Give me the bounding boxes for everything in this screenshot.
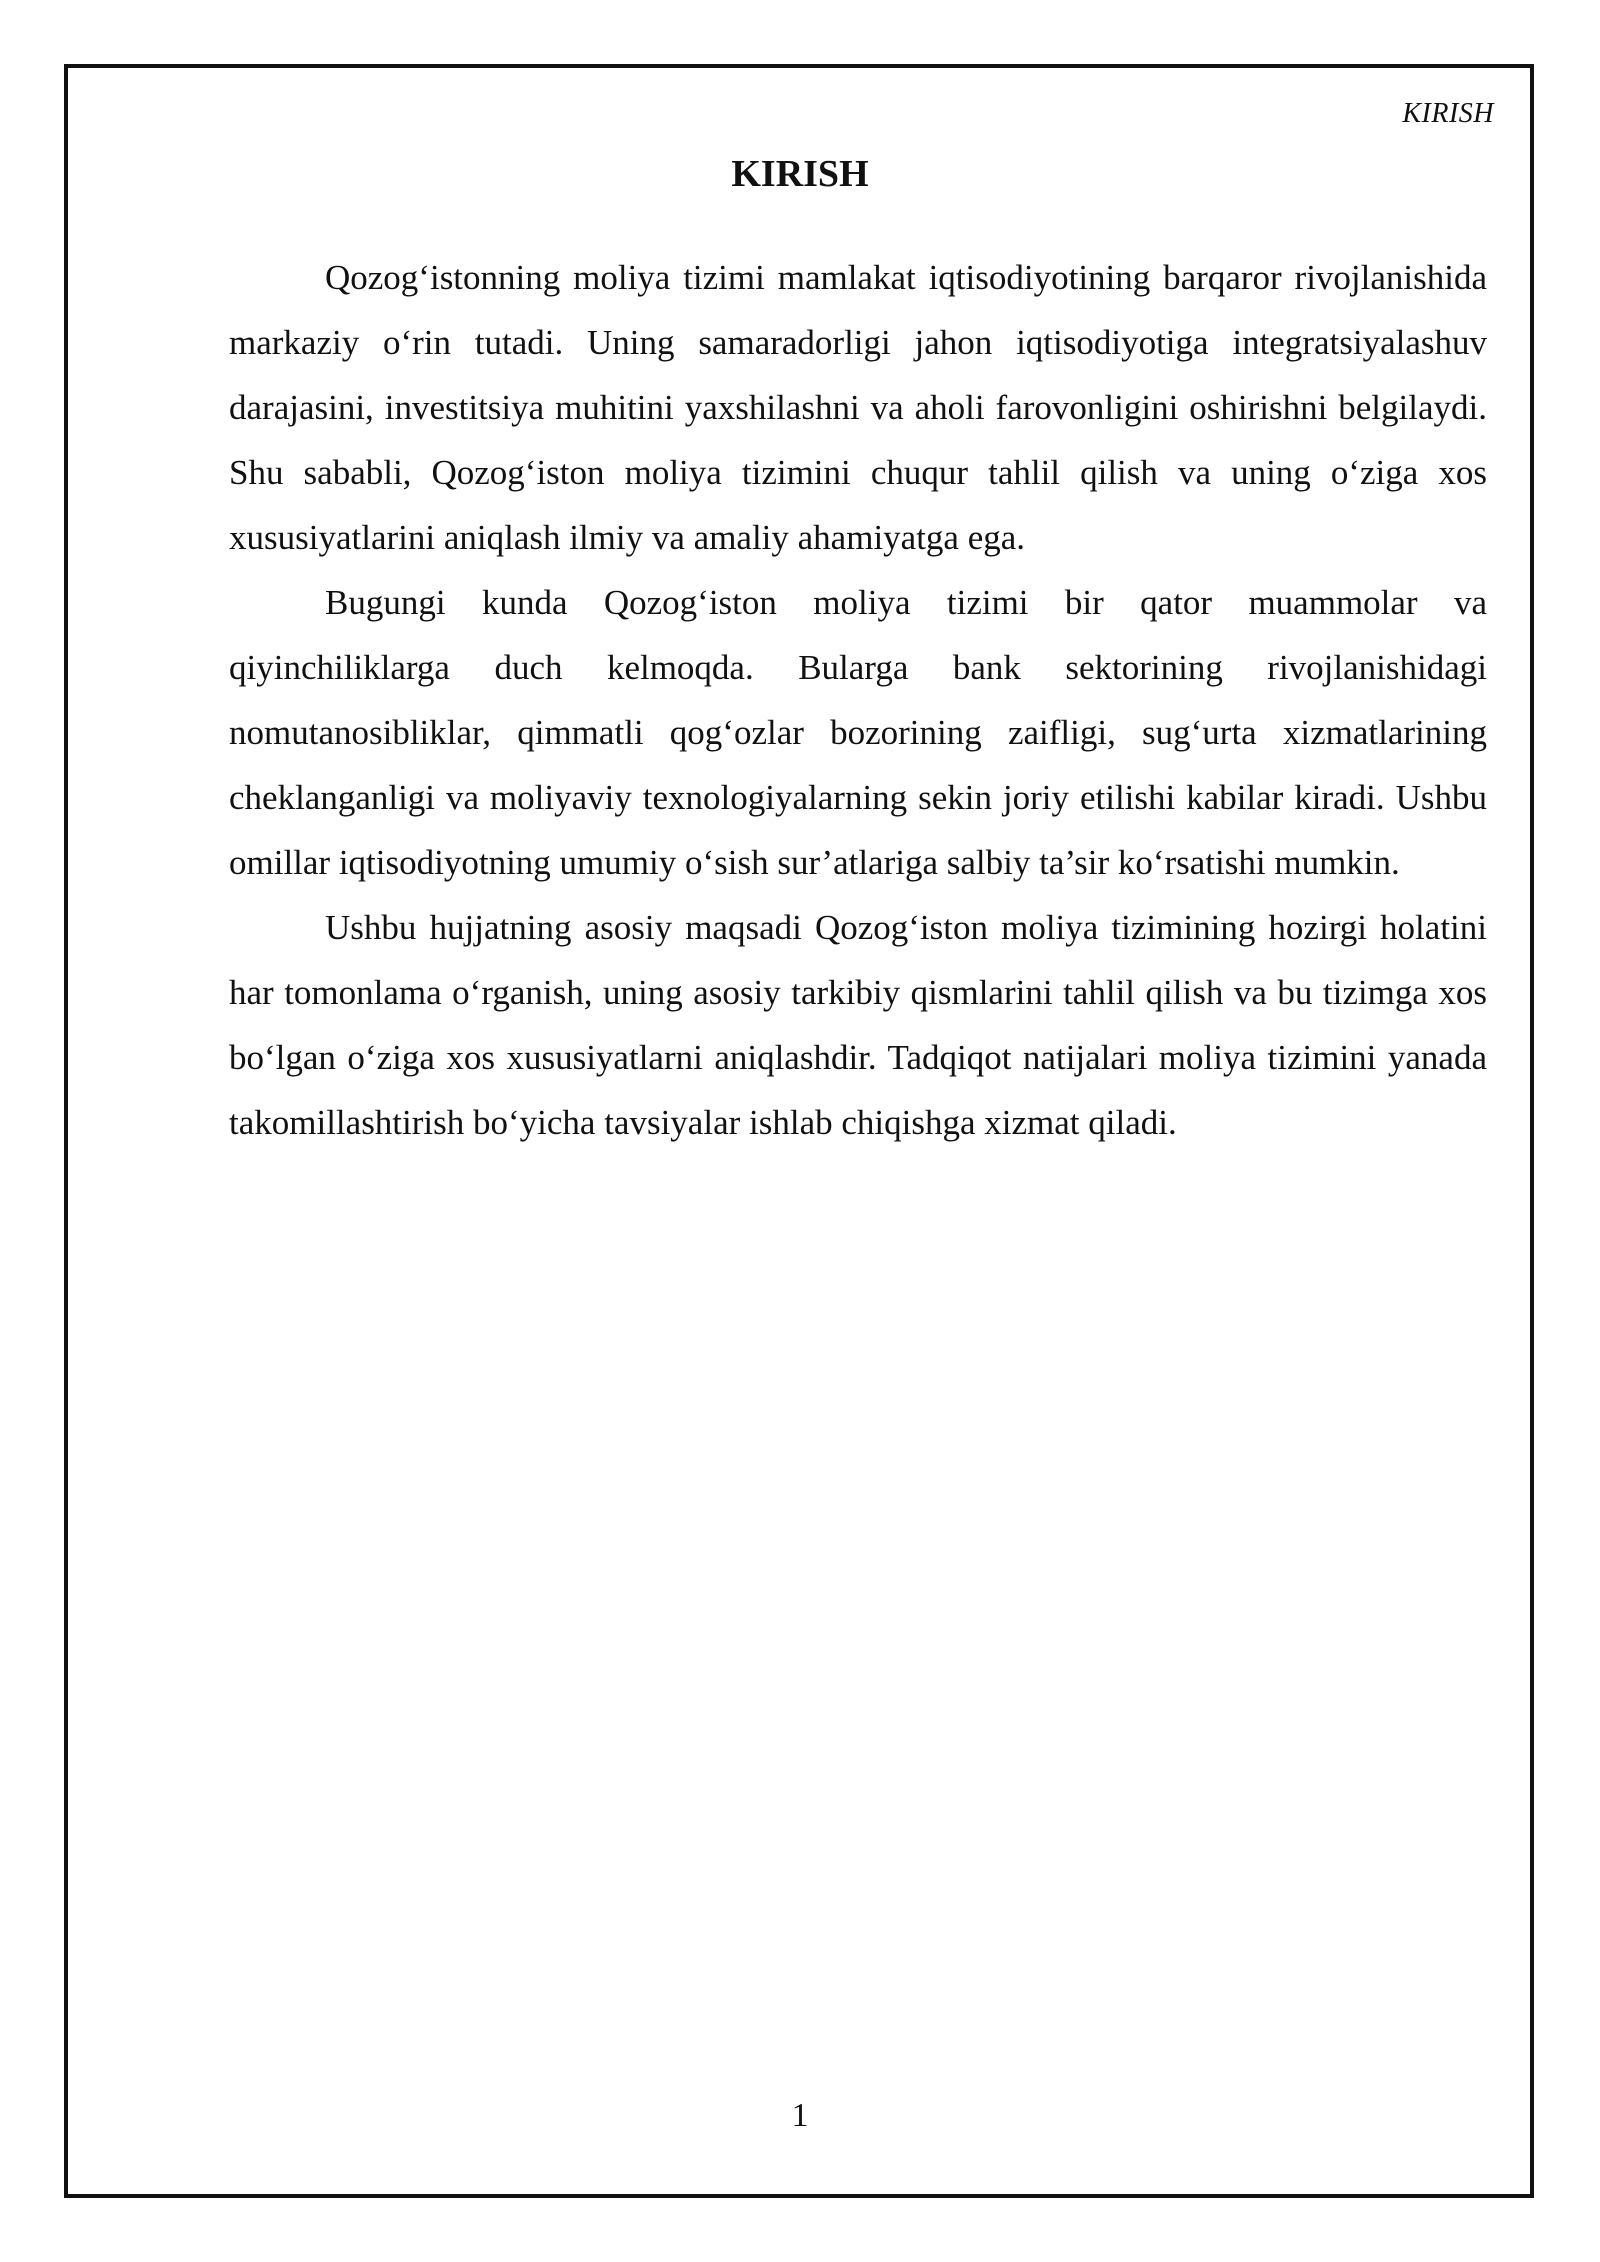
paragraph-2: Bugungi kunda Qozog‘iston moliya tizimi bir qator muammolar va qiyinchiliklarga duch kelmoqda. Bularga bank sektorining rivojlanishidagi nomutanosibliklar, qimmatli qog‘ozlar bozorining zaifligi, sug‘urta xizmatlarining cheklanganligi va moliyaviy texnologiyalarning sekin joriy etilishi kabilar kiradi. Ushbu omillar iqtisodiyotning umumiy o‘sish sur’atlariga salbiy ta’sir ko‘rsatishi mumkin. — [229, 583, 1487, 882]
paragraph-1: Qozog‘istonning moliya tizimi mamlakat iqtisodiyotining barqaror rivojlanishida markaziy o‘rin tutadi. Uning samaradorligi jahon iqtisodiyotiga integratsiyalashuv darajasini, investitsiya muhitini yaxshilashni va aholi farovonligini oshirishni belgilaydi. Shu sababli, Qozog‘iston moliya tizimini chuqur tahlil qilish va uning o‘ziga xos xususiyatlarini aniqlash ilmiy va amaliy ahamiyatga ega. — [229, 258, 1487, 557]
paragraph-3: Ushbu hujjatning asosiy maqsadi Qozog‘iston moliya tizimining hozirgi holatini har tomonlama o‘rganish, uning asosiy tarkibiy qismlarini tahlil qilish va bu tizimga xos bo‘lgan o‘ziga xos xususiyatlarni aniqlashdir. Tadqiqot natijalari moliya tizimini yanada takomillashtirish bo‘yicha tavsiyalar ishlab chiqishga xizmat qiladi. — [229, 908, 1487, 1142]
running-header: KIRISH — [1402, 98, 1494, 129]
body-text — [229, 245, 1487, 1155]
section-title: KIRISH — [731, 153, 869, 195]
page-number: 1 — [791, 2097, 809, 2134]
